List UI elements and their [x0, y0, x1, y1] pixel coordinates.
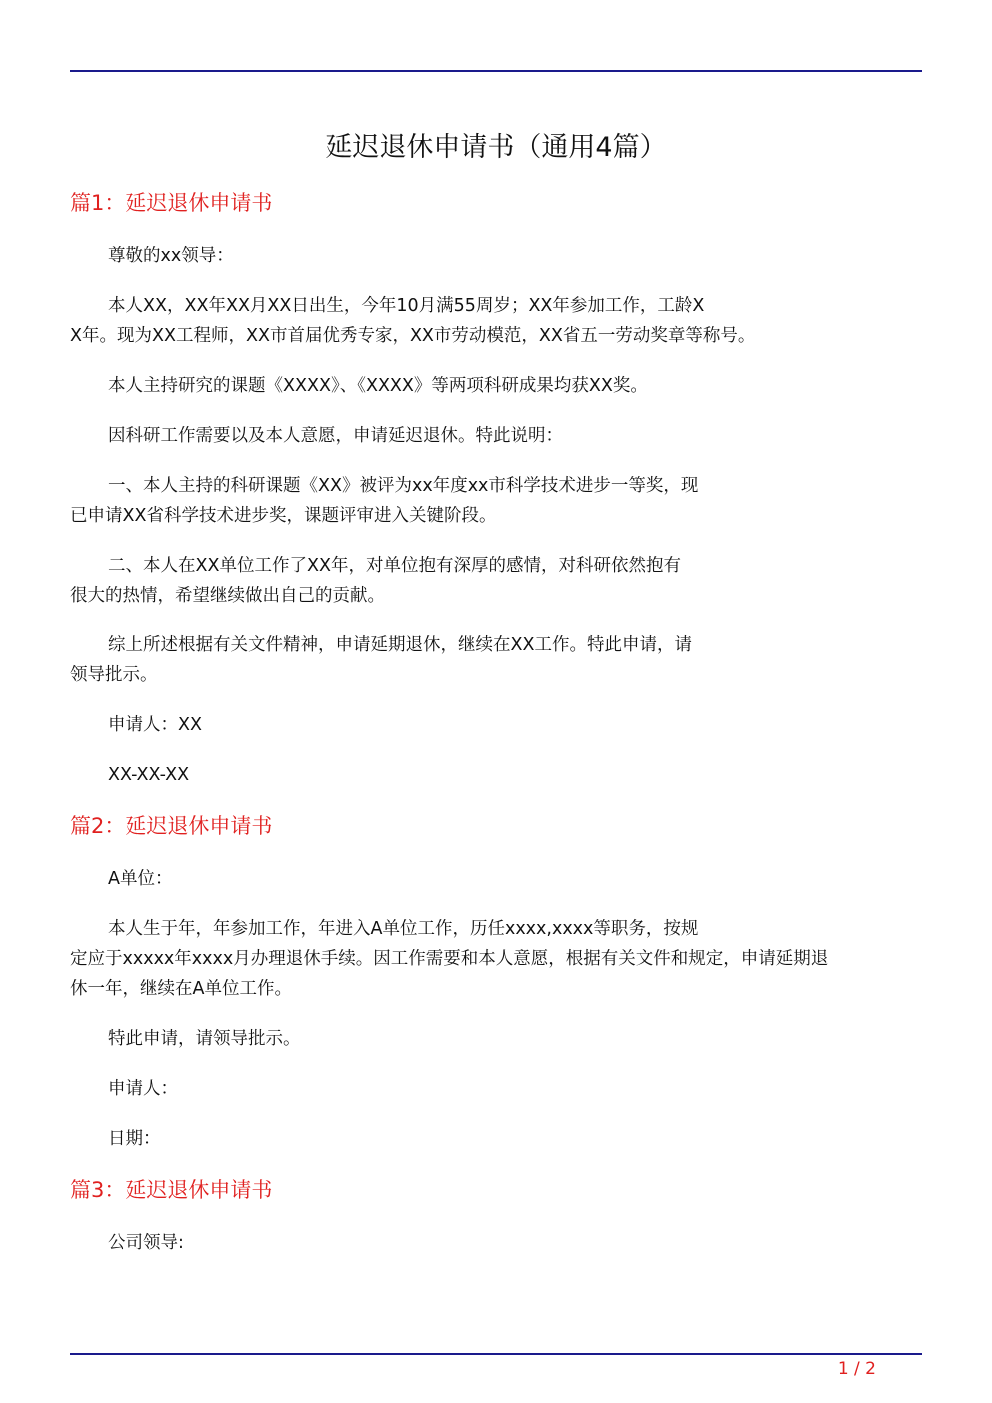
salutation	[70, 241, 234, 271]
paragraph-line: 二、本人在XX单位工作了XX年，对单位抱有深厚的感情，对科研依然抱有	[108, 556, 681, 576]
paragraph	[70, 1024, 301, 1054]
section-heading-3: 篇3：延迟退休申请书	[70, 1178, 273, 1202]
paragraph-line: 定应于xxxxx年xxxx月办理退休手续。因工作需要和本人意愿，根据有关文件和规定，申请延期退	[70, 949, 829, 969]
paragraph-line: 日期：	[108, 1129, 161, 1149]
section-heading-2: 篇2：延迟退休申请书	[70, 814, 273, 838]
paragraph-line: 本人XX，XX年XX月XX日出生，今年10月满55周岁；XX年参加工作，工龄X	[108, 296, 705, 316]
date-line	[70, 760, 189, 790]
paragraph-line: 申请人：XX	[108, 715, 202, 735]
paragraph	[70, 421, 563, 451]
paragraph-line: A单位：	[108, 869, 173, 889]
paragraph	[70, 551, 681, 611]
header-rule	[70, 70, 922, 72]
date-line	[70, 1124, 161, 1154]
paragraph-line: 已申请XX省科学技术进步奖，课题评审进入关键阶段。	[70, 506, 497, 526]
paragraph-line: 休一年，继续在A单位工作。	[70, 979, 292, 999]
paragraph-line: 公司领导:	[108, 1233, 184, 1253]
paragraph-line: 申请人：	[108, 1079, 178, 1099]
paragraph-line: 综上所述根据有关文件精神，申请延期退休，继续在XX工作。特此申请，请	[108, 635, 692, 655]
paragraph-line: 因科研工作需要以及本人意愿，申请延迟退休。特此说明：	[108, 426, 563, 446]
paragraph-line: XX-XX-XX	[108, 765, 190, 785]
paragraph-line: 尊敬的xx领导：	[108, 246, 234, 266]
paragraph	[70, 471, 698, 531]
paragraph	[70, 914, 828, 1004]
paragraph-line: 很大的热情，希望继续做出自己的贡献。	[70, 586, 385, 606]
paragraph-line: 本人主持研究的课题《XXXX》、《XXXX》等两项科研成果均获XX奖。	[108, 376, 648, 396]
paragraph-line: 特此申请，请领导批示。	[108, 1029, 301, 1049]
section-heading-1: 篇1：延迟退休申请书	[70, 191, 273, 215]
paragraph-line: X年。现为XX工程师，XX市首届优秀专家，XX市劳动模范，XX省五一劳动奖章等称号。	[70, 326, 756, 346]
applicant-line	[70, 710, 202, 740]
document-title: 延迟退休申请书（通用4篇）	[325, 132, 667, 163]
footer-rule	[70, 1353, 922, 1355]
paragraph-line: 本人生于年，年参加工作，年进入A单位工作，历任xxxx,xxxx等职务，按规	[108, 919, 699, 939]
paragraph	[70, 291, 755, 351]
paragraph	[70, 630, 692, 690]
page-number: 1 / 2	[837, 1359, 876, 1379]
salutation	[70, 1228, 184, 1258]
paragraph	[70, 371, 648, 401]
paragraph-line: 领导批示。	[70, 665, 158, 685]
applicant-line	[70, 1074, 178, 1104]
paragraph-line: 一、本人主持的科研课题《XX》被评为xx年度xx市科学技术进步一等奖，现	[108, 476, 699, 496]
salutation	[70, 864, 172, 894]
